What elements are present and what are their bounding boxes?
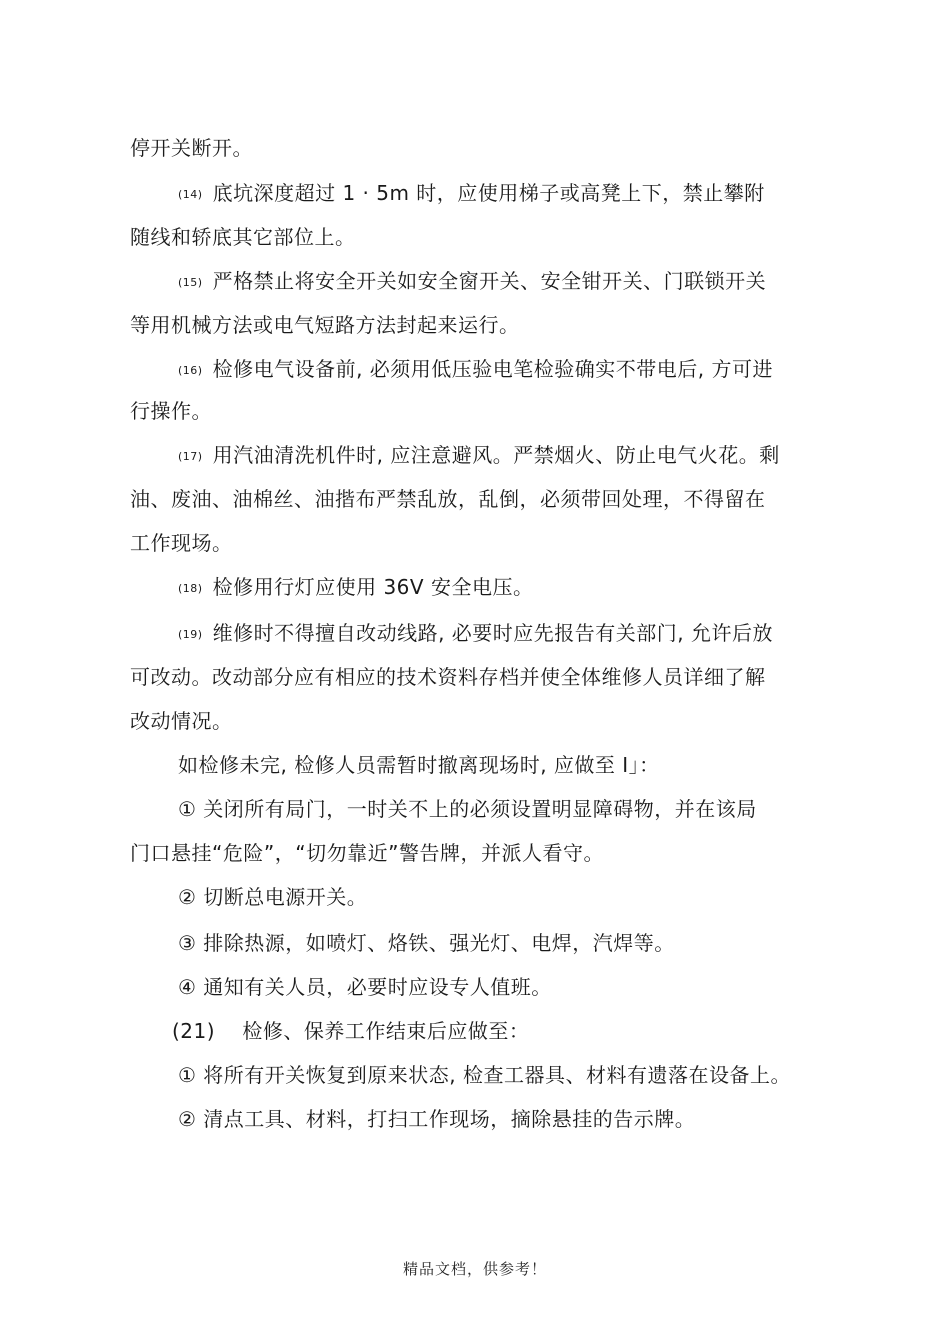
item-number: (18) xyxy=(178,582,203,595)
text-line: 如检修未完, 检修人员需暂时撤离现场时, 应做至 I」： xyxy=(178,753,660,777)
numbered-item-21: (21) 检修、保养工作结束后应做至： xyxy=(172,1019,530,1043)
numbered-item-18: (18) 检修用行灯应使用 36V 安全电压。 xyxy=(178,575,534,599)
item-number: (16) xyxy=(178,364,203,377)
list-item: ② 切断总电源开关。 xyxy=(178,885,368,909)
list-item: ① 将所有开关恢复到原来状态, 检查工器具、材料有遗落在设备上。 xyxy=(178,1063,792,1087)
item-number: (19) xyxy=(178,628,203,641)
list-item: ② 清点工具、材料，打扫工作现场，摘除悬挂的告示牌。 xyxy=(178,1107,696,1131)
text-line: 可改动。改动部分应有相应的技术资料存档并使全体维修人员详细了解 xyxy=(130,665,766,689)
numbered-item-14: (14) 底坑深度超过 1 · 5m 时，应使用梯子或高凳上下，禁止攀附 xyxy=(178,181,765,205)
item-number: (17) xyxy=(178,450,203,463)
page-footer: 精品文档，供参考！ xyxy=(402,1260,547,1278)
numbered-item-19: (19) 维修时不得擅自改动线路, 必要时应先报告有关部门, 允许后放 xyxy=(178,621,774,645)
list-item: ③ 排除热源，如喷灯、烙铁、强光灯、电焊，汽焊等。 xyxy=(178,931,675,955)
text-line: 改动情况。 xyxy=(130,709,233,733)
text-line: 行操作。 xyxy=(130,399,212,423)
numbered-item-15: (15) 严格禁止将安全开关如安全窗开关、安全钳开关、门联锁开关 xyxy=(178,269,767,293)
text-line: 门口悬挂“危险”，“切勿靠近”警告牌，并派人看守。 xyxy=(130,841,604,865)
text-line: 停开关断开。 xyxy=(130,136,253,160)
list-item: ① 关闭所有局门，一时关不上的必须设置明显障碍物，并在该局 xyxy=(178,797,757,821)
text-line: 工作现场。 xyxy=(130,531,233,555)
text-line: 随线和轿底其它部位上。 xyxy=(130,225,356,249)
text-line: 等用机械方法或电气短路方法封起来运行。 xyxy=(130,313,520,337)
text-line: 油、废油、油棉丝、油揩布严禁乱放，乱倒，必须带回处理，不得留在 xyxy=(130,487,766,511)
item-number: (14) xyxy=(178,188,203,201)
numbered-item-16: (16) 检修电气设备前, 必须用低压验电笔检验确实不带电后, 方可进 xyxy=(178,357,774,381)
numbered-item-17: (17) 用汽油清洗机件时, 应注意避风。严禁烟火、防止电气火花。剩 xyxy=(178,443,780,467)
item-number: (15) xyxy=(178,276,203,289)
list-item: ④ 通知有关人员，必要时应设专人值班。 xyxy=(178,975,552,999)
